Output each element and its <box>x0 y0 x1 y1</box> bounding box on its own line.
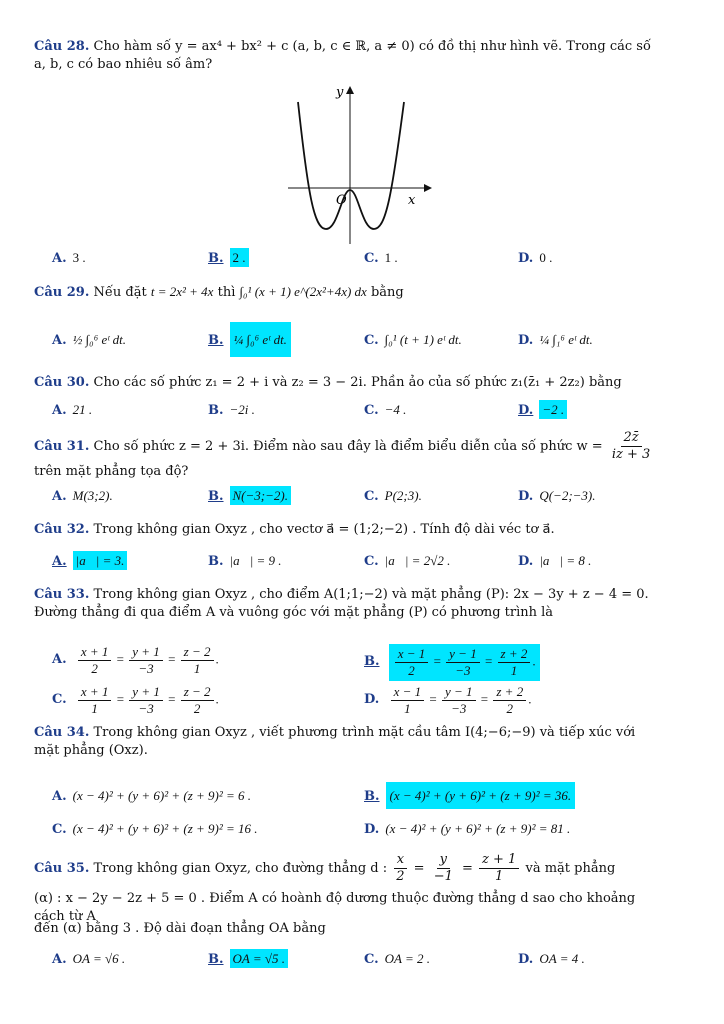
question-28 <box>34 38 658 74</box>
question-35: Câu 35. Trong không gian Oxyz, cho đường thẳng d : $\frac{x}{2}$ = $\frac{y}{-1}$ = $\frac{z + 1}{1}$ và mặt phẳng <box>34 852 616 884</box>
q30-option-a[interactable]: A. 21 . <box>52 402 93 418</box>
q32-option-b[interactable]: B. |a⃗| = 9 . <box>208 553 282 569</box>
q31-option-c[interactable]: C. P(2;3). <box>364 488 422 504</box>
q33-option-a[interactable]: A. $\frac{x + 1}{2}$ = $\frac{y + 1}{-3}$ = $\frac{z - 2}{1}$ . <box>52 644 219 676</box>
q28-option-c[interactable]: C. 1 . <box>364 250 398 266</box>
q33-option-d[interactable]: D. $\frac{x - 1}{1}$ = $\frac{y - 1}{-3}$ = $\frac{z + 2}{2}$ . <box>364 684 532 716</box>
question-35-line3: đến (α) bằng 3 . Độ dài đoạn thẳng OA bằng <box>34 921 326 936</box>
q34-option-a[interactable]: A. (x − 4)² + (y + 6)² + (z + 9)² = 6 . <box>52 788 252 804</box>
question-29: Câu 29. Nếu đặt t = 2x² + 4x thì ∫₀¹ (x + 1) e^(2x²+4x) dx bằng <box>34 284 404 300</box>
question-label: Câu 28. <box>34 39 90 54</box>
origin-label: O <box>336 193 347 208</box>
q30-option-c[interactable]: C. −4 . <box>364 402 407 418</box>
q33-option-c[interactable]: C. $\frac{x + 1}{1}$ = $\frac{y + 1}{-3}$ = $\frac{z - 2}{2}$ . <box>52 684 219 716</box>
q29-option-c[interactable]: C. ∫₀¹ (t + 1) eᵗ dt. <box>364 332 462 348</box>
question-33: Câu 33. Trong không gian Oxyz , cho điểm A(1;1;−2) và mặt phẳng (P): 2x − 3y + z − 4 = 0. Đường thẳng đi qua điểm A và vuông góc với mặt phẳng (P) có phương trình là <box>34 587 649 620</box>
q35-option-d[interactable]: D. OA = 4 . <box>518 951 585 967</box>
q32-option-a[interactable]: A. |a⃗| = 3. <box>52 553 127 569</box>
q30-option-d[interactable]: D. −2 . <box>518 402 567 418</box>
q28-option-d[interactable]: D. 0 . <box>518 250 553 266</box>
question-30: Câu 30. Cho các số phức z₁ = 2 + i và z₂ = 3 − 2i. Phần ảo của số phức z₁(z̄₁ + 2z₂) bằng <box>34 375 622 390</box>
q29-option-d[interactable]: D. ¼ ∫₁⁶ eᵗ dt. <box>518 332 593 348</box>
axis-x-label: x <box>408 193 416 208</box>
q35-option-a[interactable]: A. OA = √6 . <box>52 951 126 967</box>
question-32: Câu 32. Trong không gian Oxyz , cho vectơ a⃗ = (1;2;−2) . Tính độ dài véc tơ a⃗. <box>34 522 555 537</box>
q34-option-b[interactable]: B. (x − 4)² + (y + 6)² + (z + 9)² = 36. <box>364 788 575 804</box>
q31-option-d[interactable]: D. Q(−2;−3). <box>518 488 596 504</box>
question-31: Câu 31. Cho số phức z = 2 + 3i. Điểm nào sau đây là điểm biểu diễn của số phức w = $\frac{2z̄}{iz + 3}$ trên mặt phẳng tọa độ? <box>34 430 651 479</box>
q32-option-d[interactable]: D. |a⃗| = 8 . <box>518 553 592 569</box>
axis-y-label: y <box>336 85 344 100</box>
q30-option-b[interactable]: B. −2i . <box>208 402 255 418</box>
question-text: Cho hàm số y = ax⁴ + bx² + c (a, b, c ∈ ℝ, a ≠ 0) có đồ thị như hình vẽ. Trong các số a, b, c có bao nhiêu số âm? <box>34 39 651 72</box>
y-arrow-icon <box>346 86 354 94</box>
q28-option-a[interactable]: A. 3 . <box>52 250 86 266</box>
q28-option-b[interactable]: B. 2 . <box>208 250 249 266</box>
q34-option-d[interactable]: D. (x − 4)² + (y + 6)² + (z + 9)² = 81 . <box>364 821 571 837</box>
q29-option-b[interactable]: B. ¼ ∫₀⁶ eᵗ dt. <box>208 332 291 348</box>
q35-option-b[interactable]: B. OA = √5 . <box>208 951 288 967</box>
q34-option-c[interactable]: C. (x − 4)² + (y + 6)² + (z + 9)² = 16 . <box>52 821 258 837</box>
q35-option-c[interactable]: C. OA = 2 . <box>364 951 431 967</box>
x-arrow-icon <box>424 184 432 192</box>
quartic-graph <box>280 84 440 244</box>
q29-option-a[interactable]: A. ½ ∫₀⁶ eᵗ dt. <box>52 332 127 348</box>
question-35-line2: (α) : x − 2y − 2z + 5 = 0 . Điểm A có hoành độ dương thuộc đường thẳng d sao cho khoảng cách từ A <box>34 891 636 924</box>
q33-option-b[interactable]: B. $\frac{x - 1}{2}$ = $\frac{y - 1}{-3}$ = $\frac{z + 2}{1}$ . <box>364 644 540 681</box>
question-34: Câu 34. Trong không gian Oxyz , viết phương trình mặt cầu tâm I(4;−6;−9) và tiếp xúc với mặt phẳng (Oxz). <box>34 725 636 758</box>
q31-option-a[interactable]: A. M(3;2). <box>52 488 113 504</box>
curve <box>298 102 404 229</box>
q32-option-c[interactable]: C. |a⃗| = 2√2 . <box>364 553 451 569</box>
q31-option-b[interactable]: B. N(−3;−2). <box>208 488 291 504</box>
